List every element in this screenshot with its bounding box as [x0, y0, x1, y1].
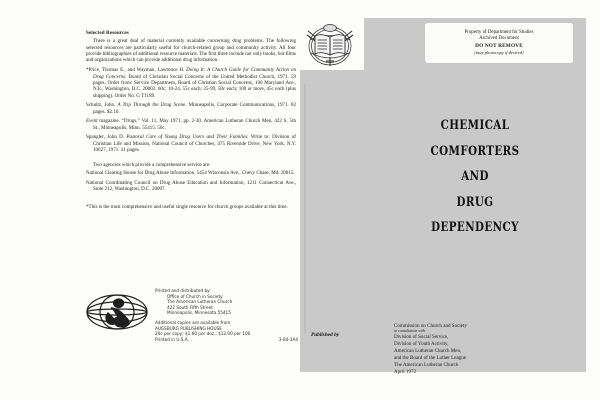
- imprint-block: [86, 288, 298, 348]
- selected-resources-heading: Selected Resources: [86, 30, 129, 36]
- agency-1: National Coordinating Council on Drug Abuse Education and Information, 1211 Connecticut Ave., Suite 212, Washington, D.C. 20007.: [86, 180, 296, 193]
- citation-list: [86, 67, 296, 153]
- additional-copies-label: Additional copies are available from: [155, 320, 231, 325]
- archive-stamp-line-4: (may photocopy if desired): [474, 49, 524, 55]
- citation-3: Spangler, John D. Pastoral Care of Young Drug Users and Their Families. Write to: Division of Christian Life and Mission, National Council of Churches, 475 Riverside Drive, New York, N.Y. 10027, 1971. 31 pages.: [86, 134, 296, 154]
- citation-2: Event magazine. “Drugs,” Vol. 11, May 1971, pp. 2-30. American Lutheran Church Men, 422 S. 5th St., Minneapolis, Minn. 55415. 50c.: [86, 118, 296, 131]
- printed-in-label: Printed in U.S.A.: [155, 336, 189, 342]
- archive-stamp-line-2: Archived Document: [479, 36, 519, 42]
- print-code: 3-84-3A4: [278, 336, 298, 342]
- cover-credits: [394, 323, 579, 376]
- pricing-line: 20c per copy; $1.60 per doz.; $12.00 per 100: [155, 331, 251, 336]
- cover-title-line-3: DRUG: [456, 194, 494, 210]
- credits-church: The American Lutheran Church: [394, 362, 459, 369]
- archive-stamp: [425, 23, 573, 63]
- agency-list: [86, 170, 296, 192]
- archive-stamp-line-3: DO NOT REMOVE: [475, 43, 523, 49]
- credits-date: April 1972: [394, 368, 417, 375]
- footnote: *This is the most comprehensive and useful single resource for church groups available at this time.: [86, 204, 288, 211]
- institutional-library-seal: [302, 20, 358, 68]
- citation-0: *Price, Thomas E., and Wayman, Lawrence H. Doing It: A Church Guide for Community Action on Drug Concerns. Board of Christian Social Concerns of the United Methodist Church, 1971. 59 pages. Order from: Service Department, Board of Christian Social Concerns, 100 Maryland Ave., N.E., Washington, D.C. 20002. 60c; 10-24, 55c each; 25-99, 50c each; 100 or more, 45c each (plus shipping). Order No. G T1189.: [86, 67, 296, 99]
- cover-title-line-2: AND: [461, 169, 489, 184]
- printed-by-line-1: The American Lutheran Church: [167, 299, 233, 304]
- cover-title-line-0: CHEMICAL: [440, 118, 510, 133]
- archive-stamp-line-1: Property of Department for Studies: [464, 29, 534, 35]
- printed-by-line-3: Minneapolis, Minnesota 55415: [167, 310, 231, 315]
- agency-0: National Clearing House for Drug Abuse Information, 5454 Wisconsin Ave., Chevy Chase, Md. 20015.: [86, 170, 295, 177]
- credits-body-2: American Lutheran Church Men,: [394, 348, 462, 355]
- publisher-name: AUGSBURG PUBLISHING HOUSE: [155, 325, 222, 331]
- credits-body-0: Division of Social Service,: [394, 334, 449, 341]
- cover-title-line-1: COMFORTERS: [430, 143, 520, 159]
- american-lutheran-church-logo: [86, 290, 148, 334]
- cover-title: [364, 113, 586, 241]
- printed-by-label: Printed and distributed by:: [155, 288, 211, 293]
- credits-body-3: and the Board of the Luther League: [394, 355, 467, 362]
- credits-consultation-note: in consultation with: [394, 329, 425, 334]
- pamphlet-spine: [300, 70, 364, 372]
- imprint-text: [155, 288, 298, 342]
- citation-1: Schultz, John. A Trip Through the Drug Scene. Minneapolis, Corporate Communications, 1971. 82 pages. $2.10.: [86, 102, 296, 115]
- agencies-lead: Two agencies which provide a comprehensive service are:: [93, 161, 211, 168]
- credits-commission: Commission on Church and Society: [394, 323, 467, 329]
- printed-by-line-0: Office of Church in Society: [167, 293, 223, 299]
- cover-title-line-4: DEPENDENCY: [431, 220, 519, 235]
- printed-by-line-2: 422 South Fifth Street: [167, 304, 213, 310]
- intro-paragraph: There is a great deal of material currently available concerning drug problems. The following selected resources are particularly useful for church-related group and community activity. All four provide bibliographies of additional resource materials. The first three include not only books, but films and organizations which can provide additional drug information.: [86, 38, 296, 64]
- published-by-label: Published by: [311, 332, 340, 338]
- front-cover-panel: [364, 18, 586, 375]
- credits-body-1: Division of Youth Activity,: [394, 341, 449, 348]
